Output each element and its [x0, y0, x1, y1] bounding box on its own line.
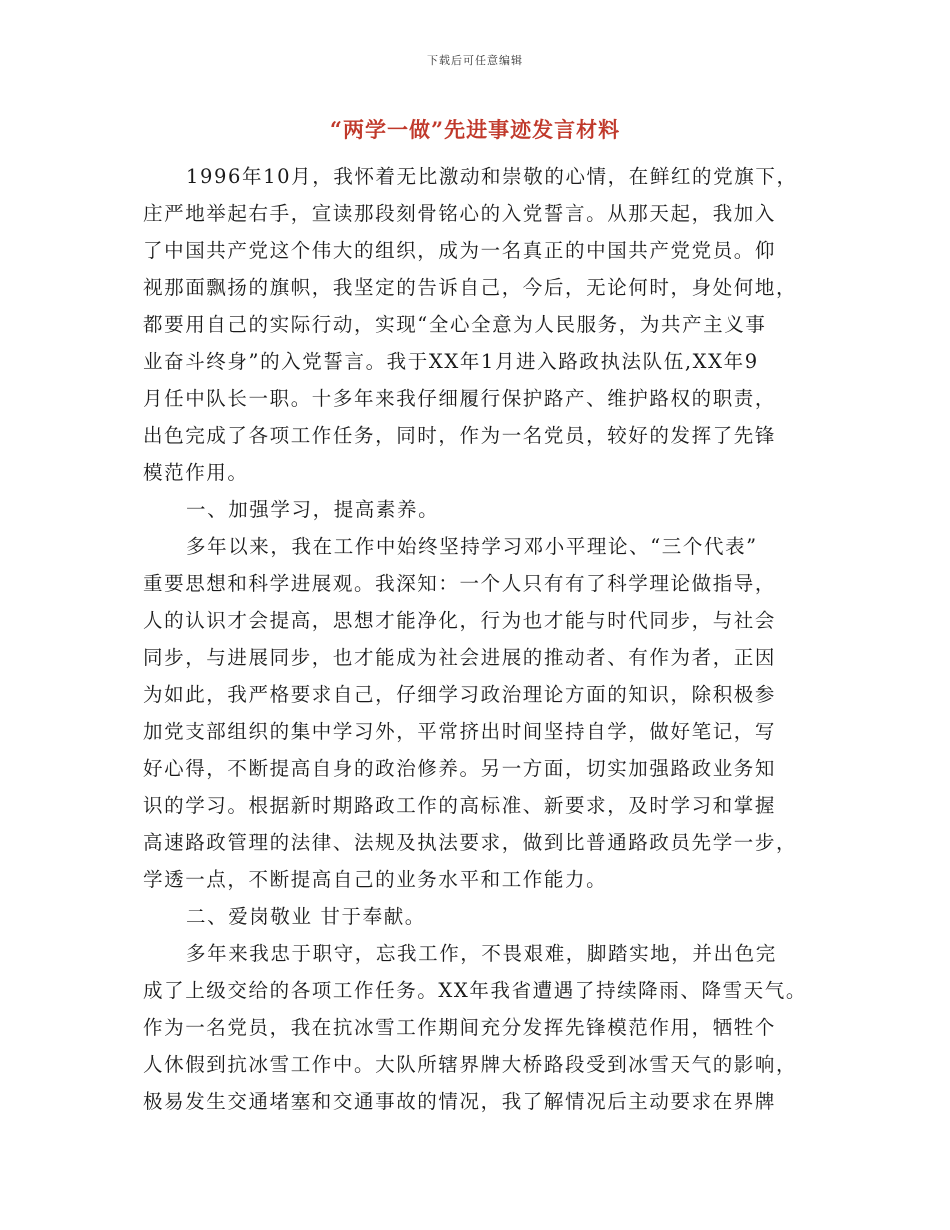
body-line: 多年以来，我在工作中始终坚持学习邓小平理论、“三个代表” — [186, 535, 758, 558]
body-line: 月任中队长一职。十多年来我仔细履行保护路产、维护路权的职责， — [143, 387, 777, 410]
body-line: 二、爱岗敬业 甘于奉献。 — [186, 905, 426, 928]
body-line: 模范作用。 — [143, 461, 249, 484]
page-header: 下载后可任意编辑 — [427, 54, 523, 67]
body-line: 业奋斗终身”的入党誓言。我于XX年1月进入路政执法队伍,XX年9 — [143, 350, 759, 373]
body-line: 好心得，不断提高自身的政治修养。另一方面，切实加强路政业务知 — [143, 757, 777, 780]
body-line: 都要用自己的实际行动，实现“全心全意为人民服务，为共产主义事 — [143, 313, 767, 336]
body-line: 加党支部组织的集中学习外，平常挤出时间坚持自学，做好笔记，写 — [143, 720, 777, 743]
document-title: “两学一做”先进事迹发言材料 — [329, 117, 621, 142]
body-line: 庄严地举起右手，宣读那段刻骨铭心的入党誓言。从那天起，我加入 — [143, 202, 777, 225]
body-line: 1996年10月，我怀着无比激动和崇敬的心情，在鲜红的党旗下， — [186, 165, 798, 188]
body-line: 识的学习。根据新时期路政工作的高标准、新要求，及时学习和掌握 — [143, 794, 777, 817]
body-line: 重要思想和科学进展观。我深知：一个人只有有了科学理论做指导， — [143, 572, 777, 595]
body-line: 高速路政管理的法律、法规及执法要求，做到比普通路政员先学一步， — [143, 831, 798, 854]
body-line: 了中国共产党这个伟大的组织，成为一名真正的中国共产党党员。仰 — [143, 239, 777, 262]
document-body — [143, 158, 808, 1120]
body-line: 同步，与进展同步，也才能成为社会进展的推动者、有作为者，正因 — [143, 646, 777, 669]
body-line: 学透一点，不断提高自己的业务水平和工作能力。 — [143, 868, 608, 891]
body-line: 人休假到抗冰雪工作中。大队所辖界牌大桥路段受到冰雪天气的影响， — [143, 1053, 798, 1076]
body-line: 成了上级交给的各项工作任务。XX年我省遭遇了持续降雨、降雪天气。 — [143, 979, 807, 1002]
body-line: 一、加强学习，提高素养。 — [186, 498, 440, 521]
body-line: 视那面飘扬的旗帜，我坚定的告诉自己，今后，无论何时，身处何地， — [143, 276, 798, 299]
body-line: 作为一名党员，我在抗冰雪工作期间充分发挥先锋模范作用，牺牲个 — [143, 1016, 777, 1039]
body-line: 出色完成了各项工作任务，同时，作为一名党员，较好的发挥了先锋 — [143, 424, 777, 447]
body-line: 多年来我忠于职守，忘我工作，不畏艰难，脚踏实地，并出色完 — [186, 942, 777, 965]
body-line: 极易发生交通堵塞和交通事故的情况，我了解情况后主动要求在界牌 — [143, 1090, 777, 1113]
body-line: 为如此，我严格要求自己，仔细学习政治理论方面的知识，除积极参 — [143, 683, 777, 706]
body-line: 人的认识才会提高，思想才能净化，行为也才能与时代同步，与社会 — [143, 609, 777, 632]
